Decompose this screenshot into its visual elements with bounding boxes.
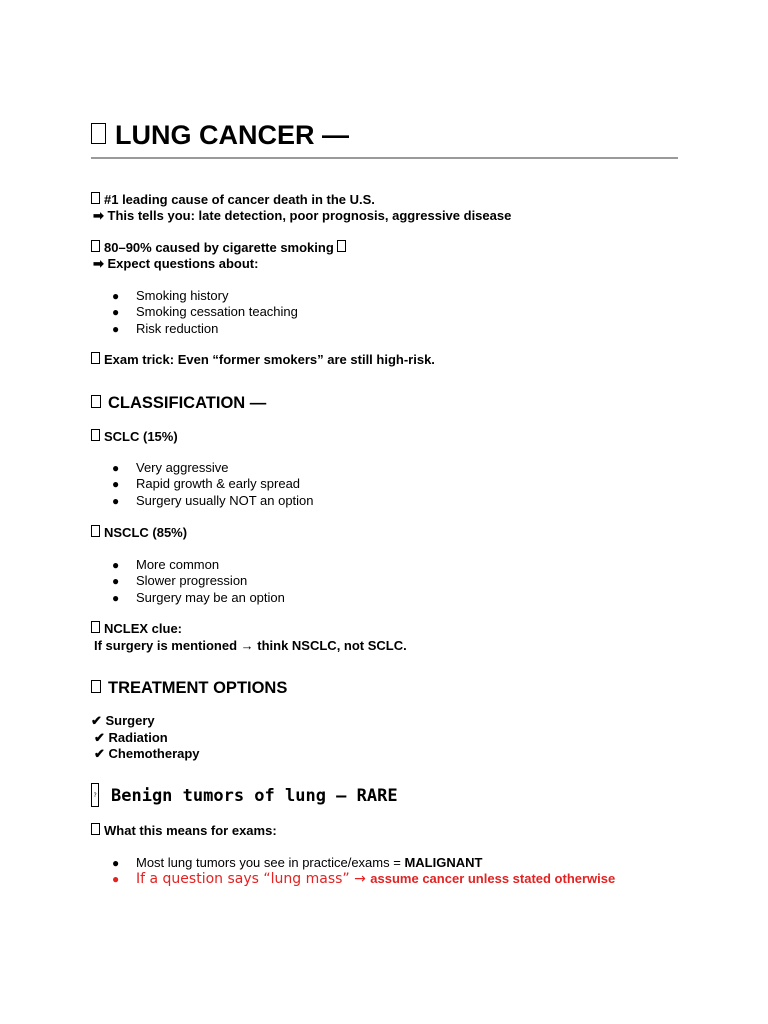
list-item: ● If a question says “lung mass” → assume cancer unless stated otherwise: [112, 871, 616, 888]
list-item: ● More common: [112, 557, 220, 572]
missing-glyph-icon: [91, 621, 100, 633]
treatment-heading: TREATMENT OPTIONS: [91, 677, 287, 699]
missing-glyph-icon: [337, 240, 346, 252]
list-item: ● Surgery may be an option: [112, 589, 285, 605]
list-item: ● Rapid growth & early spread: [112, 476, 301, 492]
list-item: ● Smoking history: [112, 288, 229, 303]
bullet-icon: ●: [112, 289, 120, 303]
missing-glyph-icon: [91, 192, 100, 204]
page-title: [91, 116, 349, 154]
list-item: ● Risk reduction: [112, 320, 219, 336]
missing-glyph-icon: [91, 352, 100, 364]
sclc-label: SCLC (15%): [91, 429, 178, 445]
bullet-icon: ●: [112, 461, 120, 475]
bullet-icon: ●: [112, 305, 120, 320]
missing-glyph-icon: [91, 429, 100, 441]
list-item: ● Most lung tumors you see in practice/exams = MALIGNANT: [112, 855, 483, 870]
list-item: ● Very aggressive: [112, 460, 229, 475]
bullet-icon: ●: [112, 321, 120, 336]
nclex-clue-text: If surgery is mentioned → think NSCLC, not SCLC.: [94, 638, 407, 653]
sclc-list: [112, 460, 314, 509]
bullet-icon: ●: [112, 477, 120, 492]
list-item: ● Surgery usually NOT an option: [112, 492, 314, 508]
nclex-clue-label: NCLEX clue:: [91, 621, 182, 637]
missing-glyph-icon: [91, 525, 100, 537]
bullet-icon: ●: [112, 856, 120, 870]
benign-tumors-heading: ? Benign tumors of lung — RARE: [91, 783, 398, 809]
missing-glyph-icon: [91, 823, 100, 835]
intro-line-leading-cause: #1 leading cause of cancer death in the U.S.: [91, 192, 375, 208]
treatment-item-chemotherapy: ✔ Chemotherapy: [94, 746, 200, 761]
classification-heading: CLASSIFICATION —: [91, 392, 266, 414]
bullet-icon: ●: [112, 493, 120, 508]
intro-line-expect: ➡ Expect questions about:: [93, 256, 259, 271]
bullet-icon: ●: [112, 558, 120, 572]
exam-trick: Exam trick: Even “former smokers” are still high-risk.: [91, 352, 435, 368]
bullet-icon: ●: [112, 590, 120, 605]
bullet-icon: ●: [112, 574, 120, 589]
nsclc-list: [112, 557, 285, 606]
missing-glyph-icon: [91, 123, 106, 144]
missing-glyph-icon: [91, 395, 101, 408]
exam-meaning-label: What this means for exams:: [91, 823, 277, 839]
missing-glyph-icon: [91, 680, 101, 693]
list-item: ● Slower progression: [112, 573, 248, 589]
page-title-text: LUNG CANCER —: [115, 120, 349, 150]
bullet-icon: ●: [112, 872, 120, 887]
missing-glyph-icon: [91, 240, 100, 252]
exam-meaning-list: [112, 855, 615, 888]
missing-glyph-icon: ?: [91, 783, 99, 807]
intro-line-smoking-cause: 80–90% caused by cigarette smoking: [91, 240, 350, 256]
nsclc-label: NSCLC (85%): [91, 525, 187, 541]
intro-expect-list: [112, 288, 298, 337]
list-item: ● Smoking cessation teaching: [112, 304, 298, 320]
title-divider: [91, 157, 678, 159]
treatment-item-surgery: ✔ Surgery: [91, 713, 155, 728]
intro-line-tells-you: ➡ This tells you: late detection, poor prognosis, aggressive disease: [93, 208, 512, 223]
treatment-item-radiation: ✔ Radiation: [94, 730, 168, 745]
